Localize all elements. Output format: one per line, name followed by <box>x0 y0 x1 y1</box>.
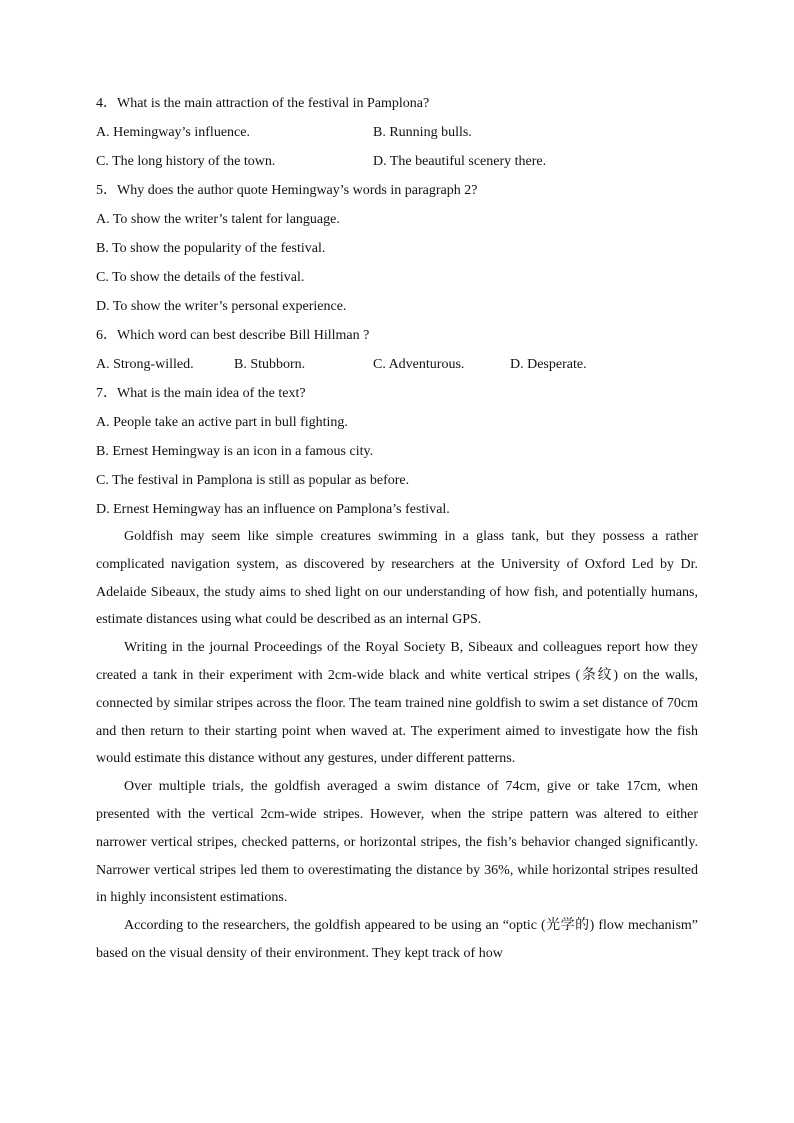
question-7-option-a: A. People take an active part in bull fighting. <box>96 415 348 430</box>
passage-paragraph-1: Goldfish may seem like simple creatures swimming in a glass tank, but they possess a rather complicated navigation system, as discovered by researchers at the University of Oxford Led by Dr. Adelaide Sibeaux, the study aims to shed light on our understanding of how fish, and potentially humans, estimate distances using what could be described as an internal GPS. <box>96 529 698 628</box>
question-5-option-b: B. To show the popularity of the festival. <box>96 241 326 256</box>
passage-paragraph-2: Writing in the journal Proceedings of the Royal Society B, Sibeaux and colleagues report how they created a tank in their experiment with 2cm-wide black and white vertical stripes (条纹) on the walls, connected by similar stripes across the floor. The team trained nine goldfish to swim a set distance of 70cm and then return to their starting point when waved at. The experiment aimed to investigate how the fish would estimate this distance without any gestures, under different patterns. <box>96 640 698 767</box>
question-6-stem: 6．Which word can best describe Bill Hillman ? <box>96 328 370 343</box>
question-6-options-row <box>96 355 698 375</box>
question-7-option-b: B. Ernest Hemingway is an icon in a famous city. <box>96 444 374 459</box>
passage-paragraph-3: Over multiple trials, the goldfish averaged a swim distance of 74cm, give or take 17cm, when presented with the vertical 2cm-wide stripes. However, when the stripe pattern was altered to either narrower vertical stripes, checked patterns, or horizontal stripes, the fish’s behavior changed significantly. Narrower vertical stripes led them to overestimating the distance by 36%, while horizontal stripes resulted in highly inconsistent estimations. <box>96 779 698 906</box>
question-4-stem: 4．What is the main attraction of the festival in Pamplona? <box>96 96 430 111</box>
question-6-option-c: C. Adventurous. <box>373 357 465 372</box>
question-4-option-c: C. The long history of the town. <box>96 154 276 169</box>
question-4-options-row-1 <box>96 123 698 143</box>
question-6-option-d: D. Desperate. <box>510 357 587 372</box>
passage-paragraph-4: According to the researchers, the goldfish appeared to be using an “optic (光学的) flow mechanism” based on the visual density of their environment. They kept track of how <box>96 918 698 961</box>
question-5-option-a: A. To show the writer’s talent for language. <box>96 212 340 227</box>
question-5-stem: 5．Why does the author quote Hemingway’s words in paragraph 2? <box>96 183 478 198</box>
question-6-option-b: B. Stubborn. <box>234 357 306 372</box>
question-4-option-b: B. Running bulls. <box>373 125 472 140</box>
question-7-option-d: D. Ernest Hemingway has an influence on Pamplona’s festival. <box>96 502 450 517</box>
question-4-option-a: A. Hemingway’s influence. <box>96 125 250 140</box>
question-7-stem: 7．What is the main idea of the text? <box>96 386 306 401</box>
question-4-option-d: D. The beautiful scenery there. <box>373 154 547 169</box>
question-4-options-row-2 <box>96 152 698 172</box>
question-6-option-a: A. Strong-willed. <box>96 357 194 372</box>
exam-page <box>96 94 698 968</box>
question-7-option-c: C. The festival in Pamplona is still as popular as before. <box>96 473 410 488</box>
question-5-option-d: D. To show the writer’s personal experience. <box>96 299 347 314</box>
question-5-option-c: C. To show the details of the festival. <box>96 270 305 285</box>
